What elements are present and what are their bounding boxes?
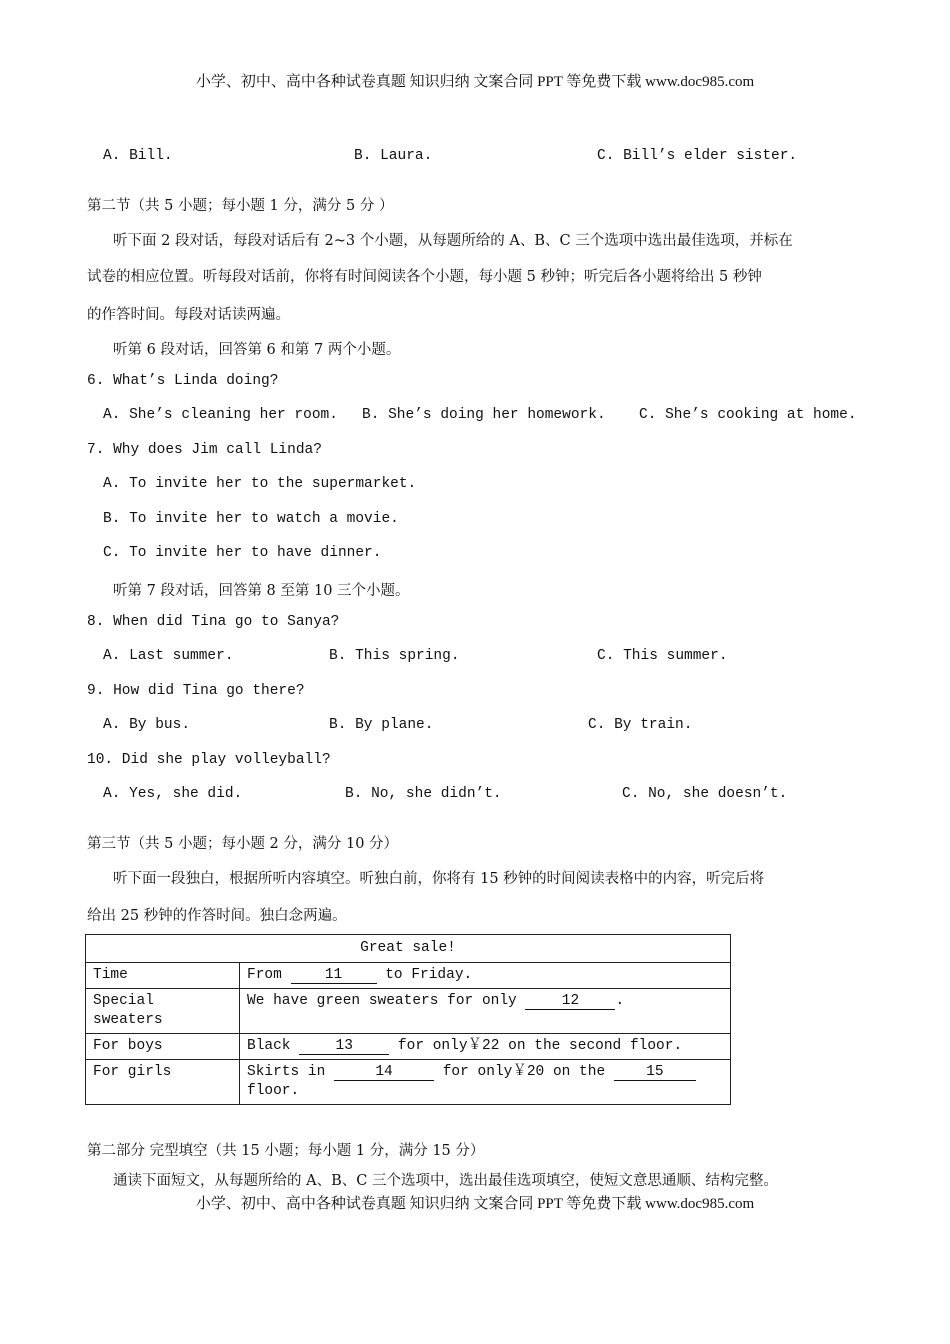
q10-option-a: A. Yes, she did. xyxy=(103,786,243,802)
row-label: For girls xyxy=(86,1060,240,1105)
q7-option-b: B. To invite her to watch a movie. xyxy=(103,511,399,527)
table-row xyxy=(86,1034,731,1060)
section3-heading: 第三节（共 5 小题；每小题 2 分，满分 10 分） xyxy=(87,836,399,852)
dialog6-instruction: 听第 6 段对话，回答第 6 和第 7 两个小题。 xyxy=(113,342,401,358)
q8-option-a: A. Last summer. xyxy=(103,648,234,664)
table-row xyxy=(86,1060,731,1105)
row-content xyxy=(240,963,731,989)
row-text: to Friday. xyxy=(385,967,473,983)
section2-instruction-line1: 听下面 2 段对话，每段对话后有 2~3 个小题，从每题所给的 A、B、C 三个选项中选出最佳选项，并标在 xyxy=(113,233,793,249)
q8-option-c: C. This summer. xyxy=(597,648,728,664)
q10-option-c: C. No, she doesn’t. xyxy=(622,786,788,802)
answer-blank-13[interactable]: 13 xyxy=(299,1039,389,1055)
section2-instruction-line3: 的作答时间。每段对话读两遍。 xyxy=(87,307,290,323)
row-text: for only￥20 on the xyxy=(442,1064,606,1080)
section3-instruction-line2: 给出 25 秒钟的作答时间。独白念两遍。 xyxy=(87,908,347,924)
q10-option-b: B. No, she didn’t. xyxy=(345,786,502,802)
page-header: 小学、初中、高中各种试卷真题 知识归纳 文案合同 PPT 等免费下载 www.doc985.com xyxy=(195,74,755,90)
q6-option-b: B. She’s doing her homework. xyxy=(362,407,606,423)
q7-option-c: C. To invite her to have dinner. xyxy=(103,545,382,561)
row-text: Black xyxy=(247,1038,291,1054)
page-footer: 小学、初中、高中各种试卷真题 知识归纳 文案合同 PPT 等免费下载 www.doc985.com xyxy=(195,1196,755,1212)
section3-instruction-line1: 听下面一段独白，根据所听内容填空。听独白前，你将有 15 秒钟的时间阅读表格中的内容，听完后将 xyxy=(113,871,765,887)
row-label: Special sweaters xyxy=(86,989,240,1034)
part2-instruction: 通读下面短文，从每题所给的 A、B、C 三个选项中，选出最佳选项填空，使短文意思通顺、结构完整。 xyxy=(113,1173,778,1189)
table-title: Great sale! xyxy=(86,935,731,963)
row-content xyxy=(240,989,731,1034)
row-text: floor. xyxy=(247,1083,300,1099)
q9-question: 9. How did Tina go there? xyxy=(87,683,305,699)
q9-option-b: B. By plane. xyxy=(329,717,434,733)
q6-option-c: C. She’s cooking at home. xyxy=(639,407,857,423)
sale-table xyxy=(85,934,731,1105)
row-label: For boys xyxy=(86,1034,240,1060)
part2-heading: 第二部分 完型填空（共 15 小题；每小题 1 分，满分 15 分） xyxy=(87,1143,485,1159)
q6-option-a: A. She’s cleaning her room. xyxy=(103,407,338,423)
q8-option-b: B. This spring. xyxy=(329,648,460,664)
q8-question: 8. When did Tina go to Sanya? xyxy=(87,614,340,630)
q9-option-c: C. By train. xyxy=(588,717,693,733)
table-row xyxy=(86,989,731,1034)
row-text: We have green sweaters for only xyxy=(247,993,517,1009)
row-text: for only￥22 on the second floor. xyxy=(397,1038,683,1054)
q10-question: 10. Did she play volleyball? xyxy=(87,752,331,768)
q5-option-a: A. Bill. xyxy=(103,148,173,164)
q5-option-c: C. Bill’s elder sister. xyxy=(597,148,798,164)
answer-blank-12[interactable]: 12 xyxy=(525,994,615,1010)
answer-blank-14[interactable]: 14 xyxy=(334,1065,434,1081)
q7-option-a: A. To invite her to the supermarket. xyxy=(103,476,417,492)
row-text: Skirts in xyxy=(247,1064,326,1080)
table-title-row xyxy=(86,935,731,963)
q7-question: 7. Why does Jim call Linda? xyxy=(87,442,322,458)
q5-option-b: B. Laura. xyxy=(354,148,433,164)
answer-blank-11[interactable]: 11 xyxy=(291,968,377,984)
answer-blank-15[interactable]: 15 xyxy=(614,1065,696,1081)
row-text: From xyxy=(247,967,282,983)
row-text: . xyxy=(615,993,625,1009)
q6-question: 6. What’s Linda doing? xyxy=(87,373,279,389)
table-row xyxy=(86,963,731,989)
dialog7-instruction: 听第 7 段对话，回答第 8 至第 10 三个小题。 xyxy=(113,583,410,599)
row-content xyxy=(240,1060,731,1105)
q9-option-a: A. By bus. xyxy=(103,717,191,733)
section2-instruction-line2: 试卷的相应位置。听每段对话前，你将有时间阅读各个小题，每小题 5 秒钟；听完后各小题将给出 5 秒钟 xyxy=(87,269,762,285)
row-label: Time xyxy=(86,963,240,989)
row-content xyxy=(240,1034,731,1060)
section2-heading: 第二节（共 5 小题；每小题 1 分，满分 5 分 ） xyxy=(87,198,394,214)
